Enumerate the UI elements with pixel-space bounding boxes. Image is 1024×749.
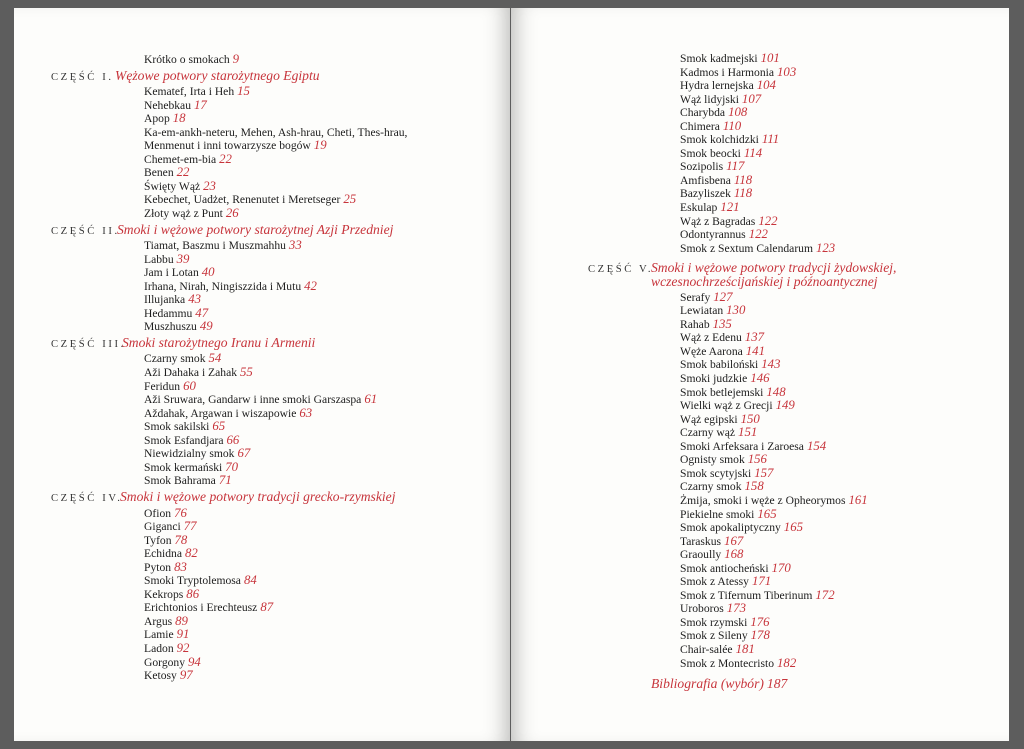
entry-page-number: 117 [726, 159, 745, 174]
entry-title: Hydra lernejska [680, 79, 754, 93]
toc-entry [680, 160, 1009, 174]
toc-entry [680, 133, 1009, 147]
entry-page-number: 149 [775, 398, 795, 413]
part-label: CZĘŚĆ IV. [51, 492, 123, 504]
bibliography-title: Bibliografia (wybór) [651, 676, 764, 692]
toc-entry [680, 318, 1009, 332]
toc-entry [680, 106, 1009, 120]
toc-entry [144, 320, 510, 334]
entry-title: Ofion [144, 506, 172, 520]
part-1-entries [144, 85, 510, 220]
entry-title: Erichtonios i Erechteusz [144, 601, 258, 615]
entry-title: Kematef, Irta i Heh [144, 85, 235, 99]
toc-entry [144, 207, 510, 221]
entry-title: Gorgony [144, 655, 186, 669]
entry-title: Odontyrannus [680, 228, 746, 242]
toc-entry [680, 372, 1009, 386]
toc-entry [680, 494, 1009, 508]
entry-page-number: 167 [724, 533, 744, 548]
entry-page-number: 89 [175, 613, 188, 628]
entry-title: Ognisty smok [680, 453, 745, 467]
entry-page-number: 107 [741, 91, 762, 106]
part-4-entries [144, 507, 510, 683]
entry-title: Smok z Sextum Calendarum [680, 241, 813, 255]
entry-title: Echidna [144, 547, 182, 561]
entry-page-number: 66 [226, 432, 240, 447]
toc-entry [680, 562, 1009, 576]
toc-entry [680, 480, 1009, 494]
toc-entry [680, 174, 1009, 188]
entry-page-number: 60 [183, 378, 196, 393]
part-3-entries [144, 352, 510, 487]
toc-entry [680, 548, 1009, 562]
entry-page-number: 178 [750, 628, 770, 643]
entry-title: Kekrops [144, 587, 184, 601]
part-title-line-1: Smoki i wężowe potwory tradycji żydowskiej, [651, 260, 897, 276]
entry-page-number: 182 [777, 655, 797, 670]
entry-title: Czarny wąż [680, 426, 736, 440]
toc-entry [144, 461, 510, 475]
part-4-continued-entries [680, 52, 1009, 255]
entry-title: Serafy [680, 290, 711, 304]
entry-title: Żmija, smoki i węże z Opheorymos [680, 493, 846, 507]
entry-page-number: 19 [313, 138, 327, 153]
entry-page-number: 22 [176, 165, 190, 180]
entry-title: Smok antiocheński [680, 561, 769, 575]
toc-entry [144, 153, 510, 167]
toc-entry [680, 643, 1009, 657]
entry-page-number: 176 [750, 614, 770, 629]
entry-title: Hedammu [144, 306, 193, 320]
right-page [511, 8, 1009, 741]
entry-page-number: 110 [722, 118, 742, 133]
toc-entry [680, 467, 1009, 481]
entry-page-number: 87 [260, 600, 274, 615]
entry-title: Smok z Tifernum Tiberinum [680, 588, 813, 602]
entry-title: Smok beocki [680, 146, 741, 160]
entry-title: Tyfon [144, 533, 172, 547]
toc-entry [144, 588, 510, 602]
toc-entry [144, 85, 510, 99]
part-title: Smoki i wężowe potwory starożytnej Azji Przedniej [117, 221, 394, 237]
toc-entry [144, 239, 510, 253]
entry-title: Chair-salée [680, 642, 733, 656]
toc-entry-intro [144, 53, 510, 67]
entry-title: Amfisbena [680, 173, 731, 187]
entry-page-number: 71 [218, 473, 232, 488]
entry-page-number: 84 [243, 573, 257, 588]
entry-title: Smok z Sileny [680, 629, 748, 643]
entry-page-number: 22 [219, 151, 232, 166]
entry-title: Smok scytyjski [680, 466, 752, 480]
entry-page-number: 40 [201, 265, 215, 280]
toc-entry [680, 616, 1009, 630]
entry-title: Kebechet, Uadżet, Renenutet i Meretseger [144, 193, 341, 207]
toc-entry [144, 534, 510, 548]
toc-entry [144, 280, 510, 294]
entry-title: Smok Bahrama [144, 474, 216, 488]
entry-page-number: 158 [744, 479, 764, 494]
toc-entry [144, 393, 510, 407]
toc-entry [680, 426, 1009, 440]
entry-page-number: 171 [751, 574, 772, 589]
toc-entry [144, 307, 510, 321]
toc-entry [680, 79, 1009, 93]
entry-title: Węże Aarona [680, 344, 743, 358]
entry-page-number: 23 [203, 178, 216, 193]
entry-page-number: 157 [754, 465, 774, 480]
toc-entry [680, 453, 1009, 467]
entry-title: Wąż egipski [680, 412, 738, 426]
entry-title: Graoully [680, 548, 722, 562]
toc-entry [680, 147, 1009, 161]
entry-title: Krótko o smokach [144, 53, 230, 66]
toc-entry [144, 434, 510, 448]
toc-entry [680, 120, 1009, 134]
entry-title: Czarny smok [144, 352, 206, 366]
entry-page-number: 156 [747, 452, 767, 467]
entry-title: Pyton [144, 560, 172, 574]
entry-page-number: 118 [733, 186, 753, 201]
entry-title: Smok kolchidzki [680, 133, 759, 147]
toc-entry [680, 440, 1009, 454]
toc-entry [680, 508, 1009, 522]
entry-page-number: 82 [185, 546, 198, 561]
entry-page-number: 94 [188, 654, 201, 669]
bibliography-entry [651, 677, 1009, 691]
toc-entry [680, 52, 1009, 66]
entry-page-number: 122 [758, 213, 778, 228]
toc-entry [680, 589, 1009, 603]
entry-title: Illujanka [144, 293, 186, 307]
entry-title: Wąż z Bagradas [680, 214, 756, 228]
entry-title: Smok rzymski [680, 615, 748, 629]
entry-title: Feridun [144, 379, 181, 393]
entry-page-number: 173 [726, 601, 746, 616]
entry-page-number: 91 [176, 627, 190, 642]
toc-entry [144, 615, 510, 629]
toc-entry [144, 642, 510, 656]
entry-page-number: 103 [777, 64, 797, 79]
entry-page-number: 104 [756, 78, 776, 93]
toc-entry [144, 99, 510, 113]
entry-page-number: 130 [726, 303, 746, 318]
entry-page-number: 146 [750, 371, 770, 386]
entry-title: Apop [144, 112, 170, 126]
right-toc [511, 52, 1009, 691]
part-title: Smoki i wężowe potwory tradycji grecko-rzymskiej [120, 488, 396, 504]
entry-title: Ketosy [144, 669, 177, 683]
entry-title: Złoty wąż z Punt [144, 207, 223, 221]
entry-title: Czarny smok [680, 480, 742, 494]
entry-title: Smok Esfandjara [144, 433, 224, 447]
toc-entry [680, 242, 1009, 256]
entry-title: Smok sakilski [144, 420, 210, 434]
entry-page-number: 39 [176, 251, 190, 266]
entry-page-number: 92 [176, 640, 190, 655]
entry-page-number: 150 [740, 411, 760, 426]
entry-title: Taraskus [680, 534, 722, 548]
toc-entry [144, 520, 510, 534]
entry-page-number: 154 [806, 438, 827, 453]
entry-page-number: 25 [343, 192, 357, 207]
entry-title: Chemet-em-bia [144, 152, 217, 166]
entry-title: Tiamat, Baszmu i Muszmahhu [144, 239, 286, 253]
toc-entry [144, 380, 510, 394]
toc-entry [144, 561, 510, 575]
entry-title: Ladon [144, 641, 174, 655]
toc-entry [680, 521, 1009, 535]
left-toc [14, 53, 510, 683]
entry-page-number: 108 [728, 105, 748, 120]
entry-title: Nehebkau [144, 98, 191, 112]
entry-title: Smok kadmejski [680, 52, 758, 65]
part-label: CZĘŚĆ III. [51, 338, 126, 350]
entry-page-number: 135 [712, 316, 732, 331]
toc-entry [680, 201, 1009, 215]
toc-entry [680, 93, 1009, 107]
entry-page-number: 78 [174, 532, 188, 547]
entry-title: Ka-em-ankh-neteru, Mehen, Ash-hrau, Cheti, Thes-hrau, [144, 125, 408, 139]
part-title: Wężowe potwory starożytnego Egiptu [115, 67, 320, 83]
toc-entry [144, 474, 510, 488]
toc-entry [680, 187, 1009, 201]
entry-page-number: 86 [186, 586, 200, 601]
entry-page-number: 141 [745, 343, 765, 358]
entry-title: Charybda [680, 106, 726, 120]
entry-page-number: 63 [299, 405, 313, 420]
entry-page-number: 118 [733, 172, 753, 187]
toc-entry [144, 547, 510, 561]
toc-entry [144, 447, 510, 461]
entry-title: Menmenut i inni towarzysze bogów [144, 139, 311, 153]
entry-title: Smok betlejemski [680, 385, 764, 399]
entry-page-number: 172 [815, 587, 835, 602]
toc-entry [144, 420, 510, 434]
entry-page-number: 15 [237, 84, 250, 99]
entry-page-number: 122 [748, 227, 768, 242]
toc-entry [680, 629, 1009, 643]
entry-page-number: 170 [771, 560, 791, 575]
entry-title: Wąż lidyjski [680, 92, 739, 106]
entry-title: Argus [144, 614, 173, 628]
entry-page-number: 148 [766, 384, 786, 399]
bibliography-page-number: 187 [766, 676, 788, 692]
entry-title: Sozipolis [680, 160, 724, 174]
entry-title: Benen [144, 166, 174, 180]
entry-page-number: 165 [783, 520, 803, 535]
part-2-entries [144, 239, 510, 334]
entry-page-number: 70 [225, 459, 239, 474]
entry-title: Muszhuszu [144, 320, 197, 334]
toc-entry [144, 253, 510, 267]
toc-entry [680, 399, 1009, 413]
toc-entry [144, 139, 510, 153]
toc-entry [144, 166, 510, 180]
entry-title: Kadmos i Harmonia [680, 65, 775, 79]
toc-entry [680, 535, 1009, 549]
entry-page-number: 76 [174, 505, 187, 520]
entry-title: Święty Wąż [144, 179, 201, 193]
entry-page-number: 161 [848, 492, 868, 507]
part-title-line-2: wczesnochrześcijańskiej i późnoantycznej [651, 273, 878, 289]
part-label: CZĘŚĆ II. [51, 225, 120, 237]
part-heading-4 [51, 488, 510, 505]
entry-page-number: 47 [195, 305, 209, 320]
entry-page-number: 168 [724, 547, 744, 562]
toc-entry [144, 407, 510, 421]
toc-entry [144, 669, 510, 683]
entry-title: Smok z Montecristo [680, 656, 775, 670]
toc-entry [680, 358, 1009, 372]
entry-title: Labbu [144, 252, 174, 266]
entry-title: Aži Dahaka i Zahak [144, 366, 238, 380]
entry-page-number: 151 [738, 425, 758, 440]
entry-title: Irhana, Nirah, Ningiszzida i Mutu [144, 279, 302, 293]
toc-entry [680, 657, 1009, 671]
toc-entry [144, 574, 510, 588]
entry-page-number: 67 [237, 446, 251, 461]
toc-entry [144, 293, 510, 307]
toc-entry [680, 304, 1009, 318]
entry-page-number: 55 [240, 365, 253, 380]
entry-page-number: 127 [713, 289, 733, 304]
toc-entry [144, 193, 510, 207]
entry-page-number: 65 [212, 419, 226, 434]
part-heading-2 [51, 221, 510, 238]
entry-title: Aždahak, Argawan i wiszapowie [144, 406, 297, 420]
toc-entry [144, 126, 510, 140]
part-title: Smoki starożytnego Iranu i Armenii [122, 334, 316, 350]
toc-entry [680, 331, 1009, 345]
part-label: CZĘŚĆ I. [51, 71, 114, 83]
entry-page-number: 143 [761, 357, 781, 372]
entry-title: Smok kermański [144, 460, 223, 474]
entry-page-number: 123 [816, 240, 836, 255]
entry-page-number: 181 [735, 641, 755, 656]
entry-title: Smoki Tryptolemosa [144, 574, 241, 588]
toc-entry [680, 228, 1009, 242]
toc-entry [144, 180, 510, 194]
part-heading-3 [51, 334, 510, 351]
entry-title: Chimera [680, 119, 720, 133]
entry-title: Giganci [144, 520, 181, 534]
toc-entry [680, 66, 1009, 80]
entry-page-number: 9 [232, 52, 240, 66]
entry-title: Niewidzialny smok [144, 447, 235, 461]
entry-page-number: 101 [760, 51, 780, 65]
toc-entry [144, 112, 510, 126]
entry-page-number: 54 [208, 351, 222, 366]
toc-entry [680, 413, 1009, 427]
entry-title: Wielki wąż z Grecji [680, 399, 773, 413]
entry-title: Lewiatan [680, 304, 724, 318]
left-page [14, 8, 510, 741]
entry-title: Eskulap [680, 201, 718, 215]
toc-entry [680, 291, 1009, 305]
entry-title: Lamie [144, 628, 174, 642]
entry-page-number: 121 [720, 200, 740, 215]
part-heading-1 [51, 67, 510, 84]
toc-entry [680, 386, 1009, 400]
toc-entry [144, 507, 510, 521]
entry-title: Jam i Lotan [144, 266, 199, 280]
entry-title: Smok z Atessy [680, 575, 749, 589]
part-heading-5 [588, 260, 1009, 289]
entry-page-number: 49 [199, 319, 213, 334]
entry-page-number: 114 [743, 145, 763, 160]
part-label: CZĘŚĆ V. [588, 264, 654, 276]
entry-page-number: 137 [744, 330, 764, 345]
toc-entry [680, 602, 1009, 616]
toc-entry [680, 575, 1009, 589]
entry-title: Uroboros [680, 602, 724, 616]
toc-entry [680, 345, 1009, 359]
entry-page-number: 33 [288, 238, 302, 253]
entry-page-number: 18 [172, 111, 186, 126]
entry-title: Rahab [680, 317, 710, 331]
entry-page-number: 61 [364, 392, 378, 407]
entry-page-number: 111 [761, 132, 780, 147]
entry-title: Bazyliszek [680, 187, 731, 201]
part-5-entries [680, 291, 1009, 670]
entry-title: Aži Sruwara, Gandarw i inne smoki Garszaspa [144, 393, 362, 407]
entry-title: Smoki judzkie [680, 372, 748, 386]
entry-page-number: 17 [194, 97, 207, 112]
toc-entry [144, 266, 510, 280]
entry-title: Smok babiloński [680, 358, 759, 372]
entry-page-number: 165 [757, 506, 777, 521]
entry-page-number: 42 [304, 278, 317, 293]
entry-page-number: 83 [174, 559, 187, 574]
entry-title: Smoki Arfeksara i Zaroesa [680, 439, 804, 453]
toc-entry [144, 628, 510, 642]
entry-title: Wąż z Edenu [680, 331, 742, 345]
toc-entry [144, 352, 510, 366]
entry-page-number: 26 [225, 206, 239, 221]
entry-title: Smok apokaliptyczny [680, 521, 781, 535]
toc-entry [144, 366, 510, 380]
entry-page-number: 97 [179, 668, 193, 683]
entry-page-number: 43 [188, 292, 202, 307]
toc-entry [144, 601, 510, 615]
toc-entry [680, 215, 1009, 229]
toc-entry [144, 656, 510, 670]
entry-title: Piekielne smoki [680, 507, 755, 521]
entry-page-number: 77 [183, 519, 197, 534]
